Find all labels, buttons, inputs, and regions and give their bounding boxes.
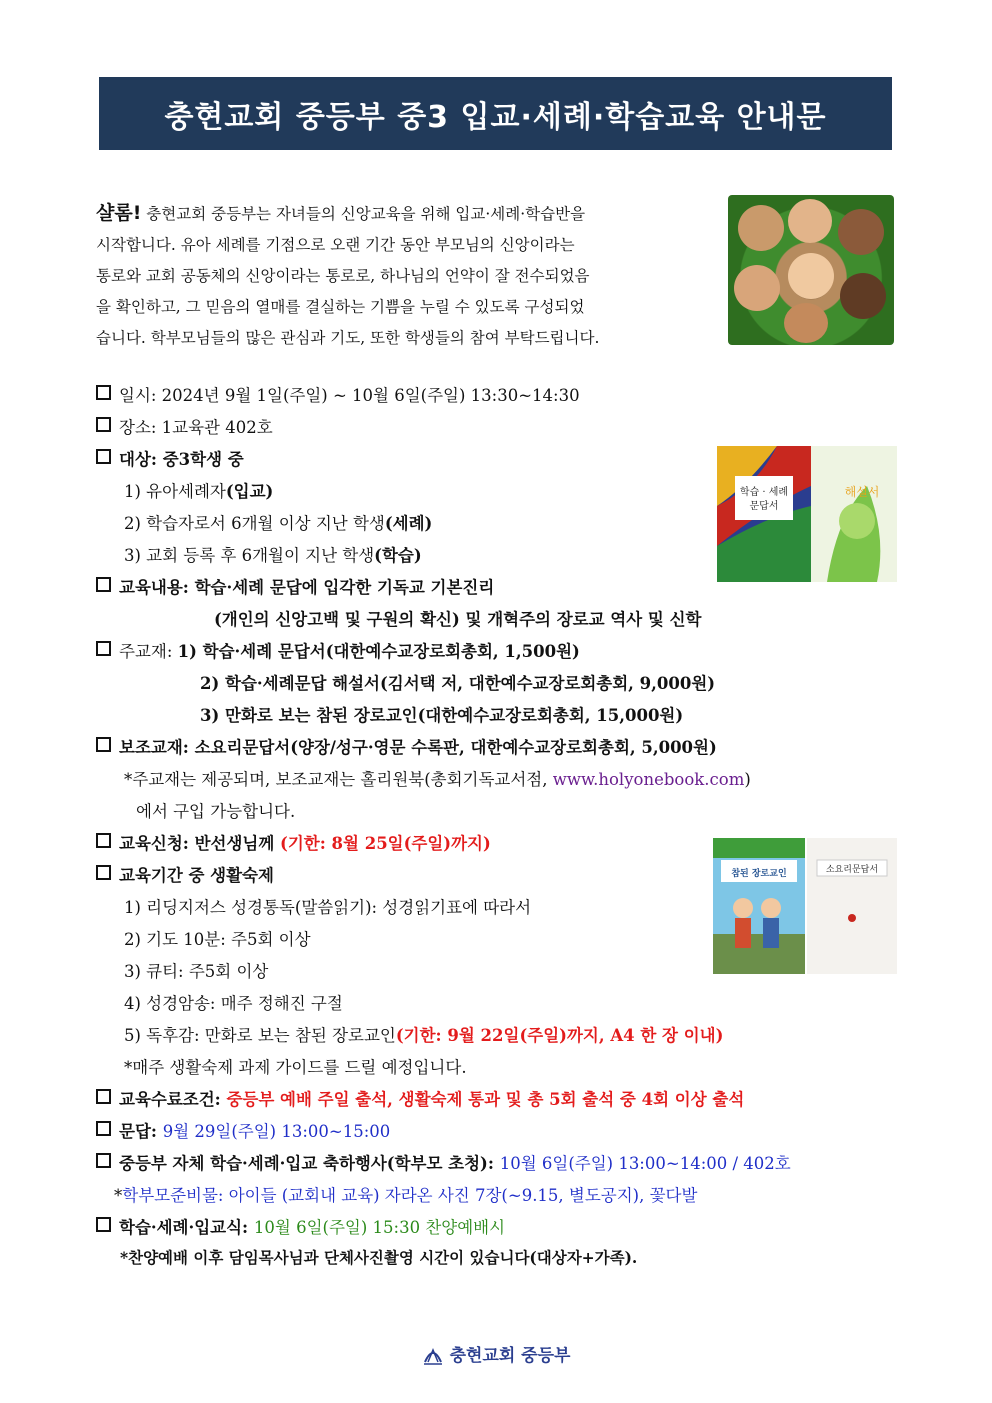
sub-textbook-note: *주교재는 제공되며, 보조교재는 홀리원북(총회기독교서점, www.holyonebook.com) <box>124 770 751 789</box>
homework-5: 5) 독후감: 만화로 보는 참된 장로교인(기한: 9월 22일(주일)까지, A4 한 장 이내) <box>124 1026 724 1045</box>
footer <box>0 1341 992 1366</box>
children-photo <box>728 195 894 345</box>
intro-line: 을 확인하고, 그 믿음의 열매를 결실하는 기쁨을 누릴 수 있도록 구성되었 <box>96 298 585 316</box>
checkbox-icon <box>96 1153 111 1168</box>
date-item: 일시: 2024년 9월 1일(주일) ~ 10월 6일(주일) 13:30~14:30 <box>96 382 580 406</box>
book-title-2: 해설서 <box>844 485 880 499</box>
church-logo-icon <box>422 1342 444 1366</box>
title-banner <box>99 77 892 150</box>
checkbox-icon <box>96 577 111 592</box>
intro-line: 통로와 교회 공동체의 신앙이라는 통로로, 하나님의 언약이 잘 전수되었음 <box>96 267 590 285</box>
sub-textbook-covers <box>713 838 897 974</box>
sub-textbook-note-2: 에서 구입 가능합니다. <box>136 802 296 821</box>
target-sub-3: 3) 교회 등록 후 6개월이 지난 학생(학습) <box>124 546 422 565</box>
holyonebook-link[interactable]: www.holyonebook.com <box>552 770 745 789</box>
target-item: 대상: 중3학생 중 <box>96 446 244 470</box>
event-note: *학부모준비물: 아이들 (교회내 교육) 자라온 사진 7장(~9.15, 별도공지), 꽃다발 <box>114 1186 698 1205</box>
main-textbook-2: 2) 학습·세례문답 해설서(김서택 저, 대한예수교장로회총회, 9,000원) <box>200 674 716 693</box>
book-title-4: 소요리문답서 <box>825 865 879 875</box>
ceremony-item: 학습·세례·입교식: 10월 6일(주일) 15:30 찬양예배시 <box>96 1214 505 1238</box>
sub-textbook-item: 보조교재: 소요리문답서(양장/성구·영문 수록판, 대한예수교장로회총회, 5,000원) <box>96 734 717 758</box>
event-item: 중등부 자체 학습·세례·입교 축하행사(학부모 초청): 10월 6일(주일) 13:00~14:00 / 402호 <box>96 1150 791 1174</box>
intro-line: 습니다. 학부모님들의 많은 관심과 기도, 또한 학생들의 참여 부탁드립니다. <box>96 329 600 347</box>
checkbox-icon <box>96 833 111 848</box>
homework-4: 4) 성경암송: 매주 정해진 구절 <box>124 994 343 1013</box>
book-title-1b: 문답서 <box>749 501 779 512</box>
target-sub-1: 1) 유아세례자(입교) <box>124 482 274 501</box>
checkbox-icon <box>96 385 111 400</box>
main-textbook-3: 3) 만화로 보는 참된 장로교인(대한예수교장로회총회, 15,000원) <box>200 706 684 725</box>
checkbox-icon <box>96 737 111 752</box>
homework-3: 3) 큐티: 주5회 이상 <box>124 962 269 981</box>
homework-note: *매주 생활숙제 과제 가이드를 드릴 예정입니다. <box>124 1058 467 1077</box>
ceremony-note: *찬양예배 이후 담임목사님과 단체사진촬영 시간이 있습니다(대상자+가족). <box>120 1248 638 1267</box>
content-item-cont: (개인의 신앙고백 및 구원의 확신) 및 개혁주의 장로교 역사 및 신학 <box>214 610 702 629</box>
checkbox-icon <box>96 1217 111 1232</box>
book-title-1: 학습 · 세례 <box>739 487 789 498</box>
intro-line: 시작합니다. 유아 세례를 기점으로 오랜 기간 동안 부모님의 신앙이라는 <box>96 236 575 254</box>
checkbox-icon <box>96 1121 111 1136</box>
content-item: 교육내용: 학습·세례 문답에 입각한 기독교 기본진리 <box>96 574 494 598</box>
greeting: 샬롬! <box>96 202 142 224</box>
checkbox-icon <box>96 865 111 880</box>
main-textbook-item: 주교재: 1) 학습·세례 문답서(대한예수교장로회총회, 1,500원) <box>96 638 580 662</box>
apply-item: 교육신청: 반선생님께 (기한: 8월 25일(주일)까지) <box>96 830 491 854</box>
book-title-3: 참된 장로교인 <box>731 869 787 879</box>
homework-item: 교육기간 중 생활숙제 <box>96 862 274 886</box>
place-item: 장소: 1교육관 402호 <box>96 414 273 438</box>
intro-line: 충현교회 중등부는 자녀들의 신앙교육을 위해 입교·세례·학습반을 <box>141 205 586 223</box>
footer-text: 충현교회 중등부 <box>449 1346 571 1366</box>
completion-item: 교육수료조건: 중등부 예배 주일 출석, 생활숙제 통과 및 총 5회 출석 중 4회 이상 출석 <box>96 1086 744 1110</box>
checkbox-icon <box>96 1089 111 1104</box>
checkbox-icon <box>96 417 111 432</box>
checkbox-icon <box>96 449 111 464</box>
interview-item: 문답: 9월 29일(주일) 13:00~15:00 <box>96 1118 390 1142</box>
target-sub-2: 2) 학습자로서 6개월 이상 지난 학생(세례) <box>124 514 433 533</box>
checkbox-icon <box>96 641 111 656</box>
page-title: 충현교회 중등부 중3 입교·세례·학습교육 안내문 <box>164 99 827 135</box>
homework-1: 1) 리딩지저스 성경통독(말씀읽기): 성경읽기표에 따라서 <box>124 898 532 917</box>
main-textbook-covers <box>717 446 897 582</box>
homework-2: 2) 기도 10분: 주5회 이상 <box>124 930 311 949</box>
intro-paragraph <box>96 198 720 354</box>
